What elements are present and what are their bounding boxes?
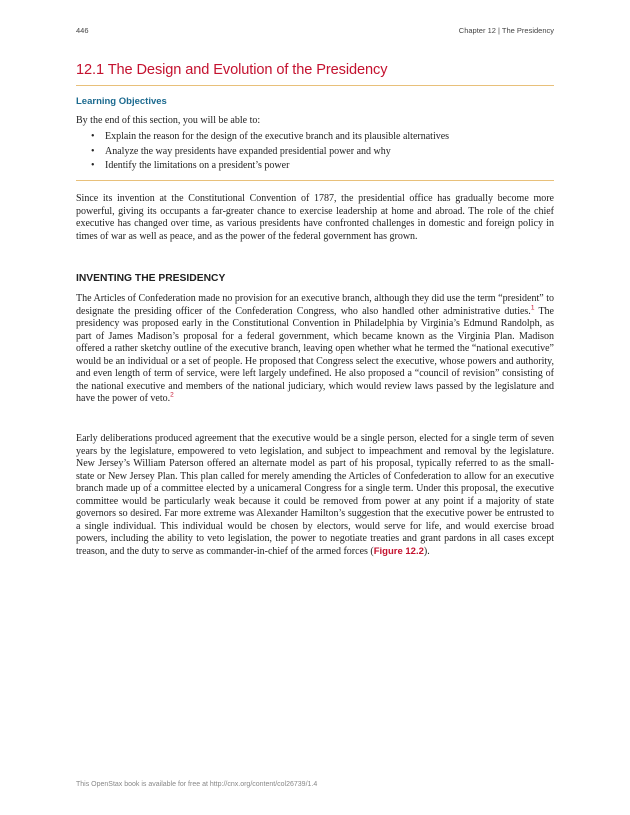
learning-objectives-intro: By the end of this section, you will be able to: xyxy=(76,115,261,126)
footnote-link-2[interactable]: 2 xyxy=(170,392,174,400)
running-header xyxy=(76,26,554,38)
body-paragraph-articles xyxy=(76,293,554,406)
subsection-heading: INVENTING THE PRESIDENCY xyxy=(76,273,226,284)
section-title: 12.1 The Design and Evolution of the Presidency xyxy=(76,62,388,78)
learning-objective-item xyxy=(76,159,449,174)
bullet-icon: • xyxy=(91,160,95,172)
body-paragraph-deliberations xyxy=(76,433,554,558)
paragraph-text: ). xyxy=(423,545,430,557)
chapter-running-title: Chapter 12 | The Presidency xyxy=(458,26,554,35)
page-footer: This OpenStax book is available for free at http://cnx.org/content/col26739/1.4 xyxy=(76,781,318,788)
learning-objectives-heading: Learning Objectives xyxy=(76,96,167,107)
title-divider xyxy=(76,85,554,86)
footnote-link-1[interactable]: 1 xyxy=(530,304,535,312)
learning-objectives-list xyxy=(76,130,449,174)
learning-objective-text: Identify the limitations on a president’s power xyxy=(105,160,290,172)
paragraph-text: The presidency was proposed early in the Constitutional Convention in Philadelphia by Virginia’s Edmund Randolph, as part of James Madison’s proposal for a federal government, which became known as the Virginia Plan. Madison offered a rather sketchy outline of the executive branch, leaving open whether what he termed the “national executive” would be an individual or a set of people. He proposed that Congress select the executive, whose powers and authority, and even length of term of service, were left largely undefined. He also proposed a “council of revision” consisting of the national executive and members of the national judiciary, which would review laws passed by the legislature and have the power of veto. xyxy=(76,305,554,405)
paragraph-text: Early deliberations produced agreement that the executive would be a single person, elected for a single term of seven years by the legislature, empowered to veto legislation, and subject to impeachment and removal by the legislature. New Jersey’s William Paterson offered an alternate model as part of his proposal, typically referred to as the small-state or New Jersey Plan. This plan called for merely amending the Articles of Confederation to allow for an executive branch made up of a committee elected by a unicameral Congress for a single term. Under this proposal, the executive committee would be particularly weak because it could be removed from power at any point if a majority of state governors so desired. Far more extreme was Alexander Hamilton’s suggestion that the executive power be entrusted to a single individual. This individual would be chosen by electors, would serve for life, and would exercise broad powers, including the ability to veto legislation, the power to negotiate treaties and grant pardons in all cases except treason, and the duty to serve as commander-in-chief of the armed forces ( xyxy=(76,433,554,557)
learning-objective-item xyxy=(76,145,449,160)
intro-paragraph: Since its invention at the Constitutional Convention of 1787, the presidential office has gradually become more powerful, giving its occupants a far-greater chance to exercise leadership at home and abroad. The role of the chief executive has changed over time, as various presidents have confronted challenges in domestic and foreign policy in times of war as well as peace, and as the power of the federal government has grown. xyxy=(76,193,554,242)
learning-objective-text: Explain the reason for the design of the executive branch and its plausible alternatives xyxy=(105,131,450,142)
learning-objective-item xyxy=(76,130,449,145)
figure-reference-link[interactable]: Figure 12.2 xyxy=(373,545,424,557)
paragraph-text: The Articles of Confederation made no provision for an executive branch, although they did use the term “president” to designate the presiding officer of the Confederation Congress, who also handled other administrative duties. xyxy=(76,293,554,317)
page-number: 446 xyxy=(76,26,89,35)
learning-objective-text: Analyze the way presidents have expanded presidential power and why xyxy=(105,145,391,157)
bullet-icon: • xyxy=(91,145,95,157)
learning-objectives-divider xyxy=(76,180,554,181)
bullet-icon: • xyxy=(91,131,95,142)
